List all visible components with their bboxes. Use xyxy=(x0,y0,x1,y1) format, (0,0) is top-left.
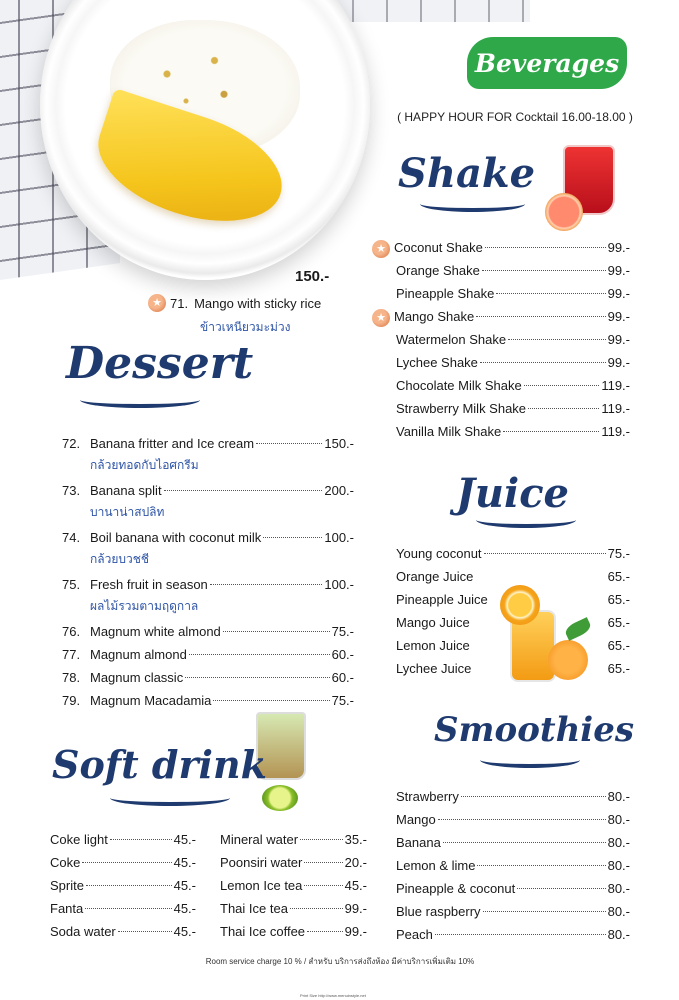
soft-drink-title-swash xyxy=(110,790,230,806)
dot-leader xyxy=(110,839,172,840)
item-number: 79. xyxy=(62,693,81,708)
list-item xyxy=(396,854,630,877)
item-name: Pineapple Juice xyxy=(396,592,488,607)
list-item xyxy=(396,588,630,611)
item-price: 65.- xyxy=(607,661,630,676)
item-price: 65.- xyxy=(607,592,630,607)
thumbs-up-icon: ★ xyxy=(372,240,390,258)
list-item xyxy=(220,897,367,920)
item-price: 80.- xyxy=(607,835,630,850)
list-item xyxy=(372,420,630,443)
item-name: Mango xyxy=(396,812,436,827)
dot-leader xyxy=(485,247,606,248)
list-item xyxy=(50,897,196,920)
dot-leader xyxy=(528,408,599,409)
smoothies-list xyxy=(396,785,630,946)
juice-title-swash xyxy=(476,512,576,528)
list-item xyxy=(372,282,630,305)
item-price: 80.- xyxy=(607,904,630,919)
list-item xyxy=(372,328,630,351)
item-name: Coke xyxy=(50,855,81,870)
list-item xyxy=(50,828,196,851)
dot-leader xyxy=(483,911,606,912)
item-name: Strawberry xyxy=(396,789,459,804)
item-price: 119.- xyxy=(601,401,630,416)
item-price: 65.- xyxy=(607,638,630,653)
item-price: 60.- xyxy=(331,647,354,662)
list-item xyxy=(372,305,630,328)
list-item xyxy=(372,236,630,259)
featured-price: 150.- xyxy=(295,268,330,285)
item-price: 45.- xyxy=(173,878,196,893)
item-price: 45.- xyxy=(173,855,196,870)
item-name: Pineapple Shake xyxy=(396,286,495,301)
list-item xyxy=(62,526,354,549)
item-name: Vanilla Milk Shake xyxy=(396,424,502,439)
item-number: 77. xyxy=(62,647,81,662)
item-thai: กล้วยบวชชี xyxy=(90,552,150,566)
item-price: 99.- xyxy=(344,901,367,916)
list-item xyxy=(396,877,630,900)
item-price: 45.- xyxy=(173,901,196,916)
item-thai: กล้วยทอดกับไอศกรีม xyxy=(90,458,199,472)
item-price: 150.- xyxy=(324,436,354,451)
item-name: Coke light xyxy=(50,832,108,847)
item-price: 60.- xyxy=(331,670,354,685)
list-item xyxy=(372,397,630,420)
list-item xyxy=(50,920,196,943)
dot-leader xyxy=(482,270,606,271)
smoothies-title-swash xyxy=(480,752,580,768)
list-item xyxy=(62,479,354,502)
list-item xyxy=(396,611,630,634)
dot-leader xyxy=(435,934,606,935)
soft-drink-title: Soft drink xyxy=(52,742,267,787)
featured-number: 71. xyxy=(170,295,189,311)
list-item xyxy=(62,666,354,689)
dot-leader xyxy=(185,677,329,678)
shake-title: Shake xyxy=(398,150,536,197)
list-item xyxy=(62,573,354,596)
beverages-badge-label: Beverages xyxy=(474,48,620,78)
dot-leader xyxy=(477,865,605,866)
item-price: 45.- xyxy=(173,832,196,847)
item-name: Blue raspberry xyxy=(396,904,481,919)
soft-drink-list-right xyxy=(220,828,367,943)
juice-title: Juice xyxy=(456,470,570,517)
dot-leader xyxy=(210,584,323,585)
item-name: Lemon Juice xyxy=(396,638,470,653)
list-item xyxy=(220,828,367,851)
item-name: Magnum Macadamia xyxy=(90,693,212,708)
list-item xyxy=(396,923,630,946)
item-name: Lemon Ice tea xyxy=(220,878,303,893)
dot-leader xyxy=(189,654,330,655)
thumbs-up-icon: ★ xyxy=(148,294,166,312)
item-price: 200.- xyxy=(324,483,354,498)
beverages-badge xyxy=(467,37,627,89)
item-price: 45.- xyxy=(344,878,367,893)
item-price: 99.- xyxy=(607,263,630,278)
item-price: 100.- xyxy=(324,577,354,592)
item-price: 100.- xyxy=(324,530,354,545)
item-number: 75. xyxy=(62,577,81,592)
item-name: Chocolate Milk Shake xyxy=(396,378,522,393)
juice-list xyxy=(396,542,630,680)
item-name: Lychee Juice xyxy=(396,661,472,676)
dot-leader xyxy=(484,553,606,554)
item-price: 80.- xyxy=(607,858,630,873)
dot-leader xyxy=(476,316,605,317)
item-name: Peach xyxy=(396,927,433,942)
dessert-title: Dessert xyxy=(66,338,254,389)
list-item xyxy=(396,900,630,923)
item-name: Thai Ice coffee xyxy=(220,924,306,939)
item-name: Sprite xyxy=(50,878,84,893)
item-name: Pineapple & coconut xyxy=(396,881,516,896)
shake-list xyxy=(372,236,630,443)
dot-leader xyxy=(517,888,605,889)
list-item xyxy=(396,565,630,588)
item-name: Thai Ice tea xyxy=(220,901,288,916)
item-name: Lychee Shake xyxy=(396,355,478,370)
item-price: 99.- xyxy=(607,332,630,347)
item-name: Mango Shake xyxy=(394,309,475,324)
list-item xyxy=(372,351,630,374)
featured-thai: ข้าวเหนียวมะม่วง xyxy=(200,320,291,334)
item-price: 65.- xyxy=(607,569,630,584)
item-name: Soda water xyxy=(50,924,116,939)
list-item xyxy=(396,634,630,657)
item-name: Orange Juice xyxy=(396,569,474,584)
list-item xyxy=(396,785,630,808)
service-charge-note: Room service charge 10 % / สำหรับ บริการส่งถึงห้อง มีค่าบริการเพิ่มเติม 10% xyxy=(205,957,475,966)
item-price: 119.- xyxy=(601,424,630,439)
item-name: Strawberry Milk Shake xyxy=(396,401,527,416)
list-item xyxy=(220,874,367,897)
list-item xyxy=(396,542,630,565)
item-name: Mango Juice xyxy=(396,615,470,630)
dot-leader xyxy=(263,537,322,538)
item-number: 78. xyxy=(62,670,81,685)
item-price: 119.- xyxy=(601,378,630,393)
item-number: 76. xyxy=(62,624,81,639)
item-name: Orange Shake xyxy=(396,263,480,278)
dot-leader xyxy=(304,885,342,886)
item-name: Magnum almond xyxy=(90,647,187,662)
item-thai: ผลไม้รวมตามฤดูกาล xyxy=(90,599,199,613)
list-item xyxy=(372,374,630,397)
list-item xyxy=(396,808,630,831)
dot-leader xyxy=(213,700,329,701)
item-price: 35.- xyxy=(344,832,367,847)
featured-name: Mango with sticky rice xyxy=(194,295,322,311)
dot-leader xyxy=(300,839,343,840)
dot-leader xyxy=(304,862,342,863)
soft-drink-list-left xyxy=(50,828,196,943)
dot-leader xyxy=(503,431,599,432)
happy-hour-note: ( HAPPY HOUR FOR Cocktail 16.00-18.00 ) xyxy=(397,110,633,124)
shake-title-swash xyxy=(420,196,525,212)
list-item xyxy=(62,643,354,666)
list-item xyxy=(62,620,354,643)
item-price: 75.- xyxy=(331,693,354,708)
item-number: 72. xyxy=(62,436,81,451)
item-price: 80.- xyxy=(607,881,630,896)
list-item xyxy=(62,689,354,712)
item-price: 99.- xyxy=(607,355,630,370)
dessert-list xyxy=(62,432,354,712)
dot-leader xyxy=(164,490,323,491)
dot-leader xyxy=(118,931,172,932)
item-name: Fanta xyxy=(50,901,84,916)
item-price: 99.- xyxy=(607,286,630,301)
dot-leader xyxy=(480,362,606,363)
lime-photo xyxy=(262,785,298,811)
item-name: Banana xyxy=(396,835,441,850)
dot-leader xyxy=(524,385,600,386)
list-item xyxy=(220,920,367,943)
item-name: Lemon & lime xyxy=(396,858,476,873)
dot-leader xyxy=(461,796,606,797)
item-price: 80.- xyxy=(607,789,630,804)
list-item xyxy=(50,851,196,874)
smoothies-title: Smoothies xyxy=(434,710,634,750)
list-item xyxy=(372,259,630,282)
list-item xyxy=(220,851,367,874)
dot-leader xyxy=(82,862,171,863)
item-name: Mineral water xyxy=(220,832,299,847)
dot-leader xyxy=(86,885,172,886)
item-number: 73. xyxy=(62,483,81,498)
print-note: Print Size http://www.menuinstyle.net xyxy=(300,993,366,998)
dot-leader xyxy=(508,339,606,340)
item-name: Coconut Shake xyxy=(394,240,483,255)
item-name: Banana fritter and Ice cream xyxy=(90,436,255,451)
item-price: 99.- xyxy=(607,309,630,324)
item-number: 74. xyxy=(62,530,81,545)
dot-leader xyxy=(223,631,330,632)
item-name: Magnum classic xyxy=(90,670,184,685)
item-price: 99.- xyxy=(607,240,630,255)
item-price: 45.- xyxy=(173,924,196,939)
dot-leader xyxy=(256,443,322,444)
item-price: 20.- xyxy=(344,855,367,870)
dot-leader xyxy=(85,908,171,909)
item-thai: บานาน่าสปลิท xyxy=(90,505,165,519)
item-price: 75.- xyxy=(331,624,354,639)
list-item xyxy=(396,831,630,854)
item-name: Watermelon Shake xyxy=(396,332,507,347)
item-name: Banana split xyxy=(90,483,162,498)
item-price: 80.- xyxy=(607,812,630,827)
item-name: Boil banana with coconut milk xyxy=(90,530,262,545)
item-name: Young coconut xyxy=(396,546,482,561)
dessert-title-swash xyxy=(80,392,200,408)
item-price: 80.- xyxy=(607,927,630,942)
list-item xyxy=(62,432,354,455)
dot-leader xyxy=(307,931,343,932)
list-item xyxy=(396,657,630,680)
thumbs-up-icon: ★ xyxy=(372,309,390,327)
dot-leader xyxy=(443,842,606,843)
item-price: 99.- xyxy=(344,924,367,939)
list-item xyxy=(50,874,196,897)
item-price: 75.- xyxy=(607,546,630,561)
dot-leader xyxy=(496,293,605,294)
featured-item xyxy=(148,294,321,312)
item-name: Poonsiri water xyxy=(220,855,303,870)
item-name: Fresh fruit in season xyxy=(90,577,208,592)
item-price: 65.- xyxy=(607,615,630,630)
dot-leader xyxy=(290,908,343,909)
dot-leader xyxy=(438,819,606,820)
item-name: Magnum white almond xyxy=(90,624,221,639)
